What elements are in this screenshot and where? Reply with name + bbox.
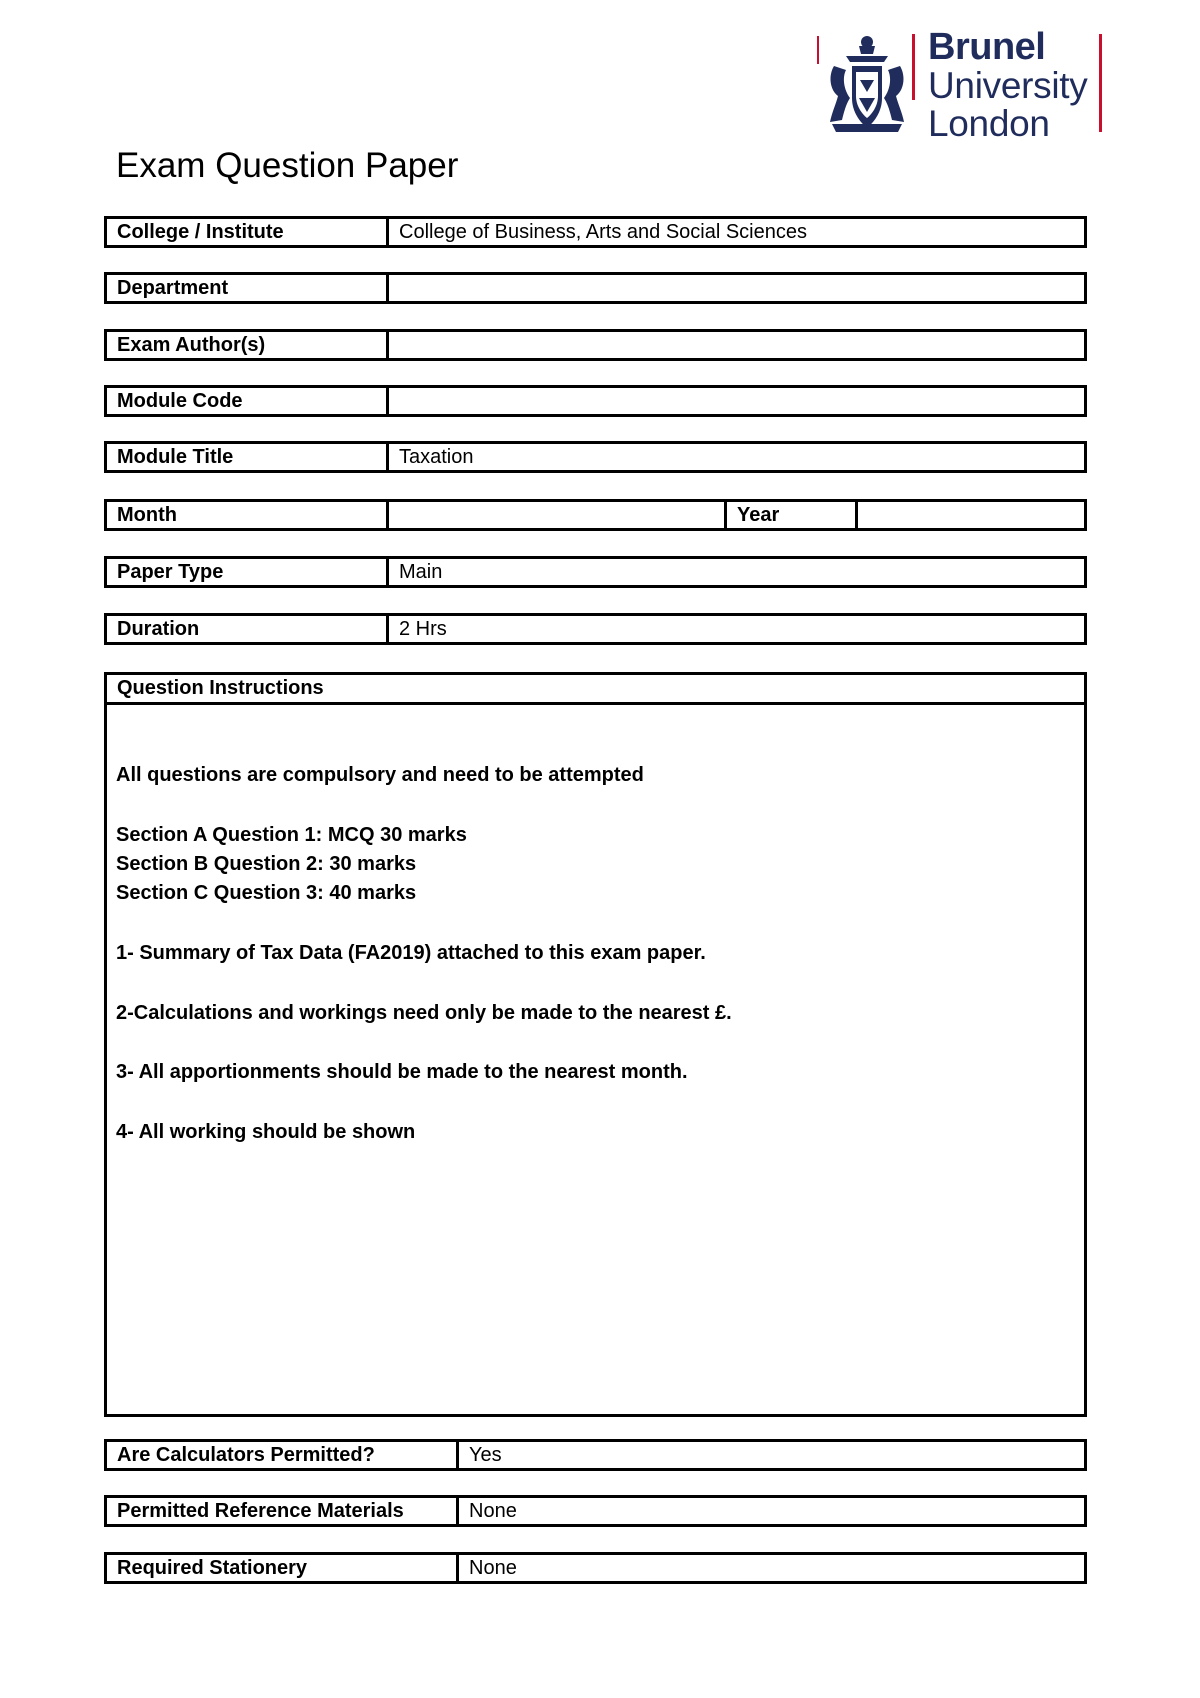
stationery-value[interactable]: None (469, 1557, 517, 1579)
authors-label: Exam Author(s) (107, 332, 389, 358)
calculators-value[interactable]: Yes (469, 1444, 502, 1466)
reference-label: Permitted Reference Materials (107, 1498, 459, 1524)
brand-line-2: University (928, 65, 1088, 106)
instruction-line: Section B Question 2: 30 marks (116, 853, 417, 875)
field-stationery (104, 1552, 1087, 1584)
module-code-value[interactable] (389, 388, 1084, 414)
duration-label: Duration (107, 616, 389, 642)
month-label: Month (107, 502, 389, 528)
logo-accent-bar-right (1099, 34, 1102, 132)
year-value[interactable] (858, 502, 1084, 528)
field-month-year (104, 499, 1087, 531)
field-duration (104, 613, 1087, 645)
instruction-line: 2-Calculations and workings need only be made to the nearest £. (116, 1002, 732, 1024)
module-title-value[interactable]: Taxation (399, 446, 474, 468)
field-reference-materials (104, 1495, 1087, 1527)
instruction-line: 4- All working should be shown (116, 1121, 416, 1143)
field-paper-type (104, 556, 1087, 588)
stationery-label: Required Stationery (107, 1555, 459, 1581)
field-module-code (104, 385, 1087, 417)
brand-line-3: London (928, 103, 1050, 144)
college-value[interactable]: College of Business, Arts and Social Sciences (399, 221, 807, 243)
module-code-label: Module Code (107, 388, 389, 414)
field-calculators (104, 1439, 1087, 1471)
instructions-box (104, 702, 1087, 1417)
field-college (104, 216, 1087, 248)
instructions-heading: Question Instructions (104, 672, 1087, 705)
page-title: Exam Question Paper (116, 146, 459, 185)
department-label: Department (107, 275, 389, 301)
instruction-line: Section C Question 3: 40 marks (116, 882, 417, 904)
brand-wordmark (928, 28, 1087, 142)
paper-type-value[interactable]: Main (399, 561, 443, 583)
instruction-line: All questions are compulsory and need to be attempted (116, 764, 644, 786)
paper-type-label: Paper Type (107, 559, 389, 585)
duration-value[interactable]: 2 Hrs (399, 618, 447, 640)
year-label: Year (727, 502, 858, 528)
field-department (104, 272, 1087, 304)
field-authors (104, 329, 1087, 361)
month-value[interactable] (389, 502, 727, 528)
logo-divider-bar (912, 34, 915, 100)
instruction-line: 1- Summary of Tax Data (FA2019) attached to this exam paper. (116, 942, 706, 964)
department-value[interactable] (389, 275, 1084, 301)
university-crest-icon (826, 32, 908, 136)
instruction-line: 3- All apportionments should be made to the nearest month. (116, 1061, 688, 1083)
module-title-label: Module Title (107, 444, 389, 470)
logo-accent-bar-left (817, 36, 819, 64)
instruction-line: Section A Question 1: MCQ 30 marks (116, 824, 467, 846)
authors-value[interactable] (389, 332, 1084, 358)
calculators-label: Are Calculators Permitted? (107, 1442, 459, 1468)
field-module-title (104, 441, 1087, 473)
college-label: College / Institute (107, 219, 389, 245)
reference-value[interactable]: None (469, 1500, 517, 1522)
brand-line-1: Brunel (928, 26, 1046, 68)
